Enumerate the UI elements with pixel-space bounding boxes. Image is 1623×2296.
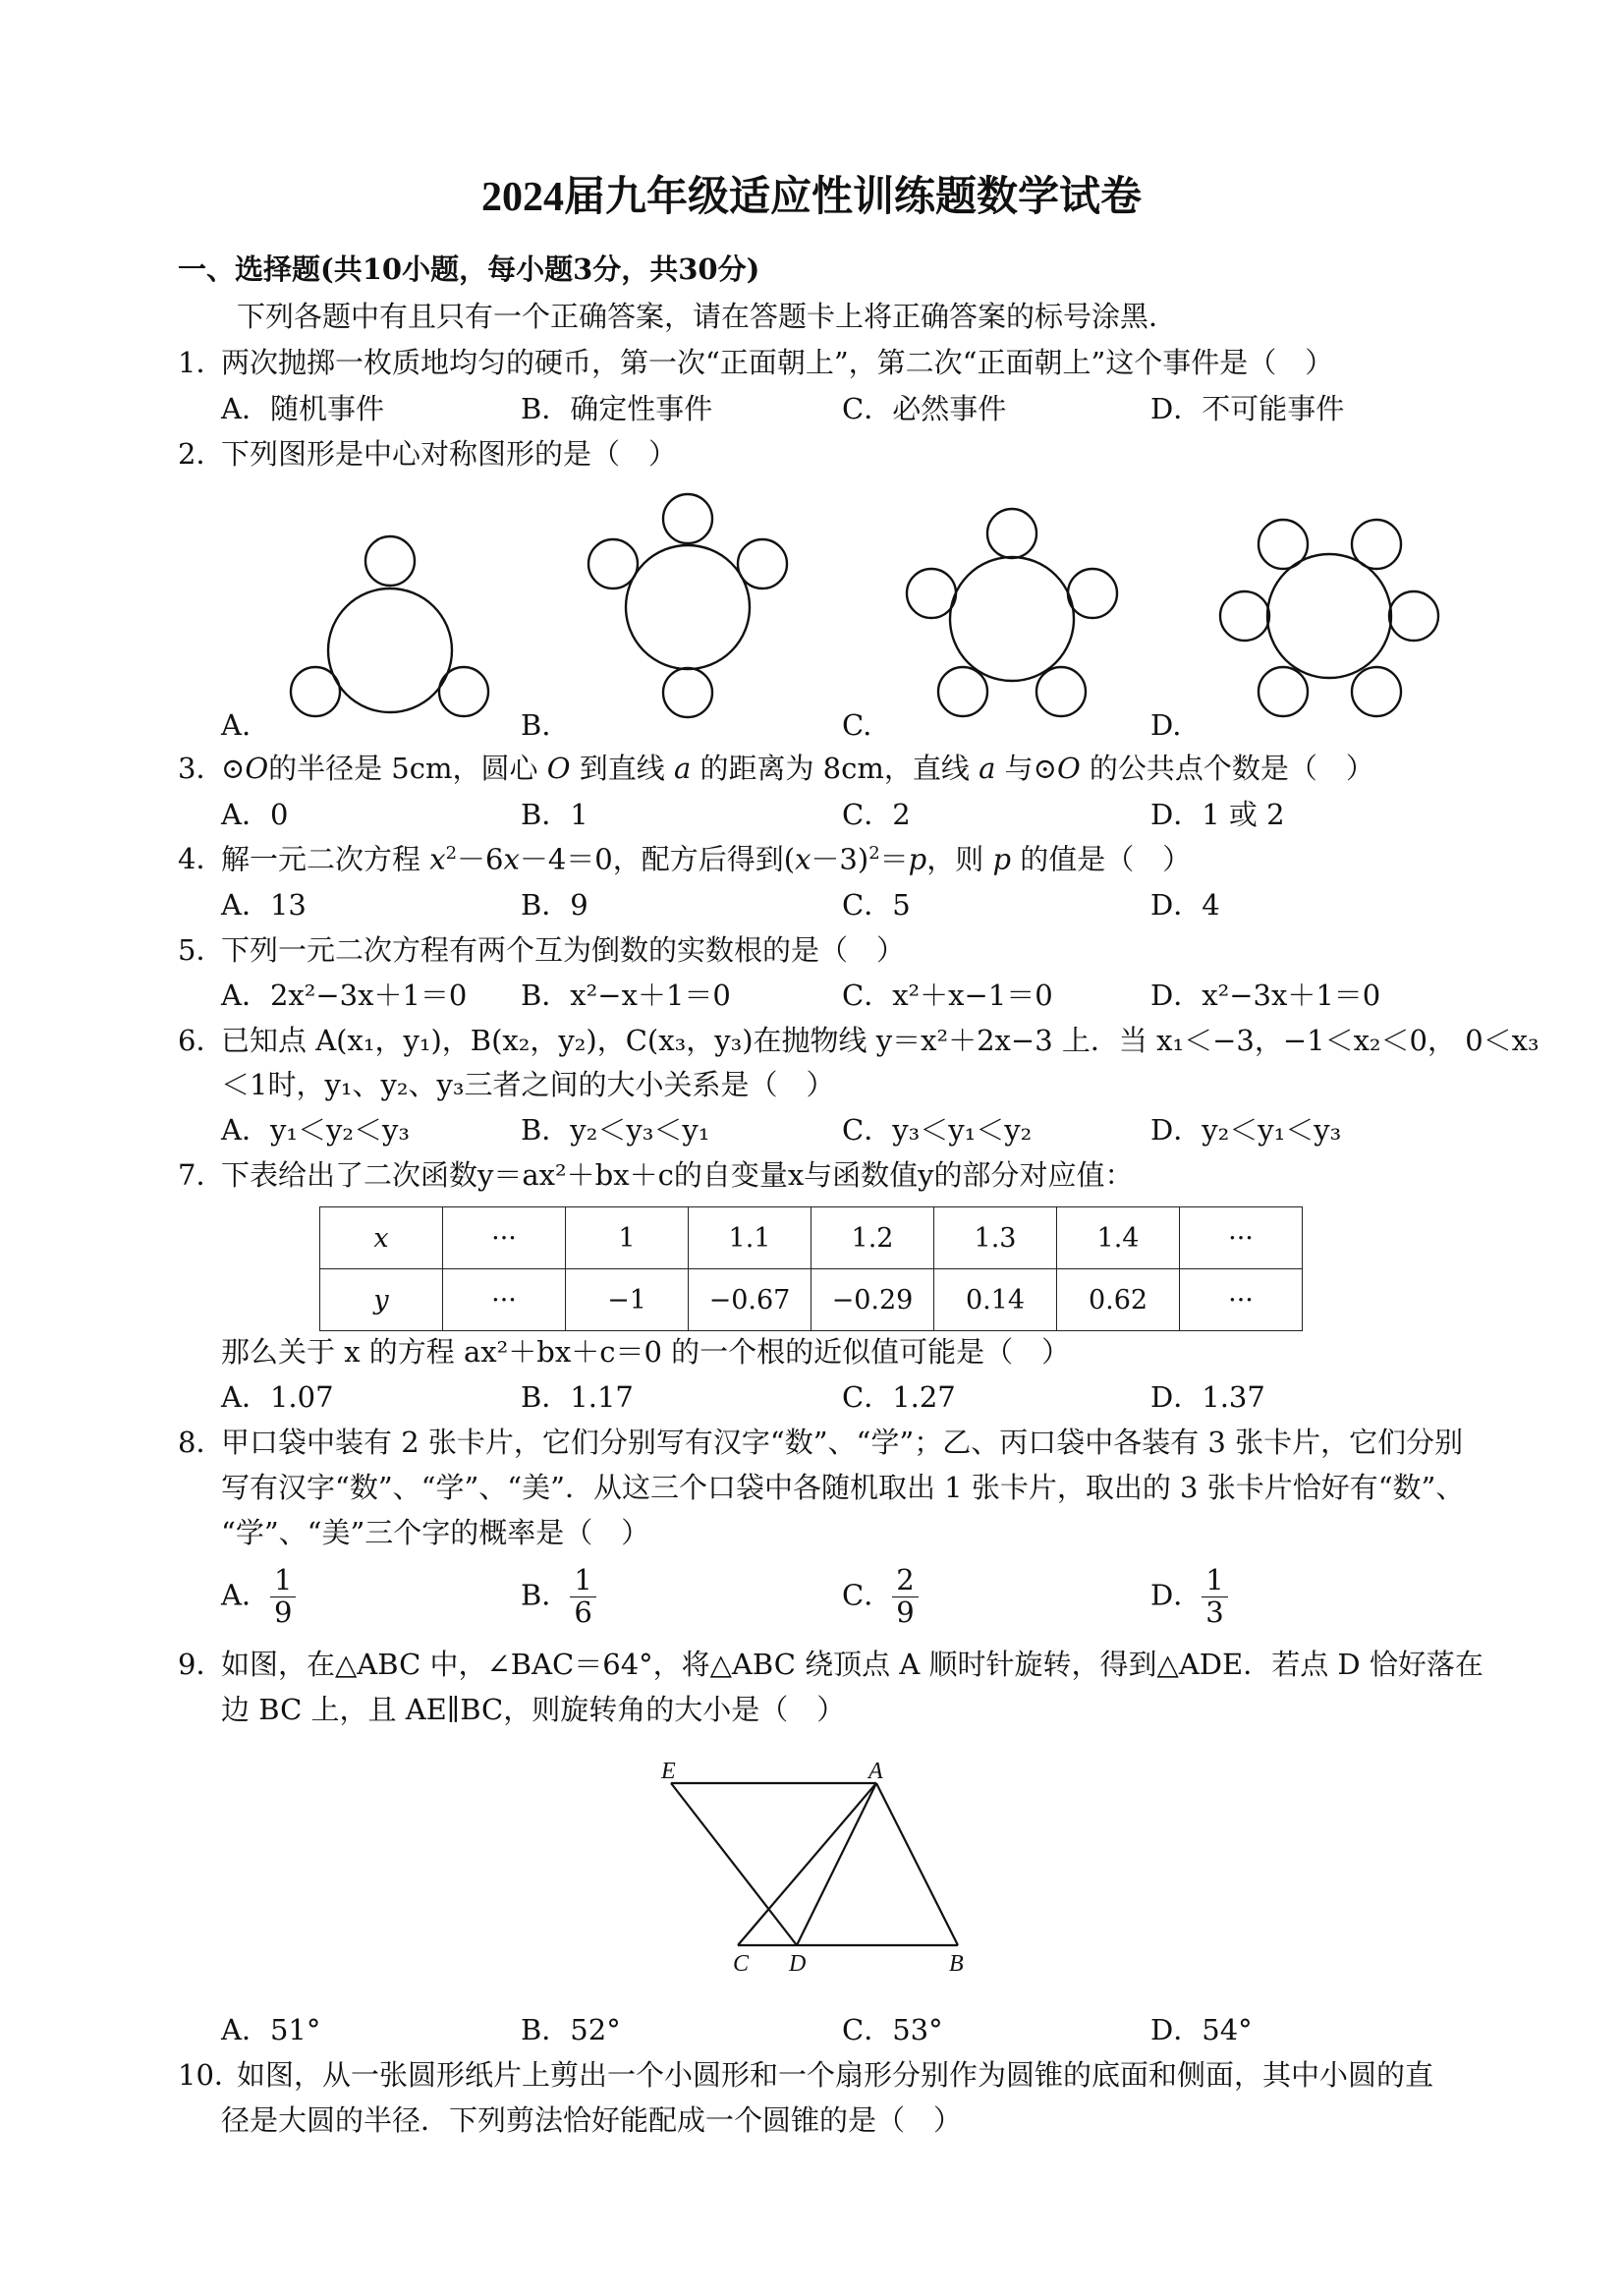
q9-stem-line2: 边 BC 上，且 AE∥BC，则旋转角的大小是（ ） <box>221 1693 846 1726</box>
q8-option-c: C． $\frac{2}{9}$ <box>842 1565 919 1629</box>
page-title: 2024届九年级适应性训练题数学试卷 <box>480 175 1142 220</box>
table-cell: −0.29 <box>812 1269 934 1331</box>
q1-number: 1． <box>178 346 225 379</box>
table-cell: y <box>320 1269 443 1331</box>
q1-option-d: D．不可能事件 <box>1150 392 1345 425</box>
q2-option-c: C. <box>842 708 872 742</box>
q1-stem: 两次抛掷一枚质地均匀的硬币，第一次“正面朝上”，第二次“正面朝上”这个事件是（ ） <box>221 346 1334 379</box>
q7-follow-up: 那么关于 x 的方程 ax²＋bx＋c＝0 的一个根的近似值可能是（ ） <box>221 1335 1071 1369</box>
q9-stem-line1: 如图，在△ABC 中，∠BAC＝64°，将△ABC 绕顶点 A 顺时针旋转，得到△ADE．若点 D 恰好落在 <box>221 1648 1483 1681</box>
q9-number: 9． <box>178 1648 225 1681</box>
table-cell: 1.4 <box>1057 1207 1180 1269</box>
q5-option-b: B．x²−x＋1＝0 <box>521 979 731 1012</box>
q7-option-d: D．1.37 <box>1150 1380 1265 1414</box>
q9-option-b: B．52° <box>521 2013 621 2046</box>
q1-option-b: B．确定性事件 <box>521 392 713 425</box>
q6-stem-line2: ＜1时，y₁、y₂、y₃三者之间的大小关系是（ ） <box>221 1068 835 1101</box>
q2-option-d: D. <box>1150 708 1182 742</box>
q8-stem-line1: 甲口袋中装有 2 张卡片，它们分别写有汉字“数”、“学”；乙、丙口袋中各装有 3 张卡片，它们分别 <box>221 1426 1464 1459</box>
q3-stem: ⊙O的半径是 5cm，圆心 O 到直线 a 的距离为 8cm，直线 a 与⊙O 的公共点个数是（ ） <box>221 752 1374 785</box>
q7-stem: 下表给出了二次函数y＝ax²＋bx＋c的自变量x与函数值y的部分对应值： <box>221 1158 1134 1192</box>
q6-option-d: D．y₂＜y₁＜y₃ <box>1150 1113 1342 1147</box>
q1-option-a: A．随机事件 <box>221 392 384 425</box>
q4-option-c: C．5 <box>842 888 911 922</box>
section-heading: 一、选择题(共10小题，每小题3分，共30分) <box>178 252 760 286</box>
q9-option-c: C．53° <box>842 2013 943 2046</box>
q5-option-c: C．x²＋x−1＝0 <box>842 979 1053 1012</box>
table-cell: ··· <box>443 1269 566 1331</box>
q4-stem: 解一元二次方程 $x^2-6x-4=0$，配方后得到$(x-3)^2=p$，则 p 的值是（ ） <box>221 842 1192 876</box>
q3-option-a: A．0 <box>221 798 289 831</box>
table-cell: −1 <box>566 1269 689 1331</box>
q2-number: 2． <box>178 437 225 471</box>
q6-number: 6． <box>178 1024 225 1057</box>
q3-option-b: B．1 <box>521 798 588 831</box>
label-c: C <box>733 1951 750 1977</box>
q5-option-a: A．2x²−3x＋1＝0 <box>221 979 468 1012</box>
table-cell: ··· <box>1180 1269 1303 1331</box>
q5-number: 5． <box>178 933 225 967</box>
q4-option-a: A．13 <box>221 888 307 922</box>
q8-stem-line3: “学”、“美”三个字的概率是（ ） <box>221 1516 650 1549</box>
q3-number: 3． <box>178 752 225 785</box>
q8-stem-line2: 写有汉字“数”、“学”、“美”．从这三个口袋中各随机取出 1 张卡片，取出的 3 张卡片恰好有“数”、 <box>221 1471 1465 1504</box>
q6-stem-line1: 已知点 A(x₁，y₁)，B(x₂，y₂)，C(x₃，y₃)在抛物线 y＝x²＋2x−3 上．当 x₁＜−3，−1＜x₂＜0， 0＜x₃ <box>221 1024 1539 1057</box>
label-e: E <box>661 1759 676 1784</box>
q8-option-b: B． $\frac{1}{6}$ <box>521 1565 596 1629</box>
table-cell: 1 <box>566 1207 689 1269</box>
table-cell: 1.1 <box>689 1207 812 1269</box>
table-cell: x <box>320 1207 443 1269</box>
label-d: D <box>789 1951 807 1977</box>
table-cell: 0.14 <box>934 1269 1057 1331</box>
q7-option-b: B．1.17 <box>521 1380 634 1414</box>
label-b: B <box>949 1951 964 1977</box>
q8-option-a: A． $\frac{1}{9}$ <box>221 1565 296 1629</box>
table-cell: −0.67 <box>689 1269 812 1331</box>
q2-option-a: A. <box>221 708 252 742</box>
q7-number: 7． <box>178 1158 225 1192</box>
q5-stem: 下列一元二次方程有两个互为倒数的实数根的是（ ） <box>221 933 906 967</box>
q10-stem-line1: 如图，从一张圆形纸片上剪出一个小圆形和一个扇形分别作为圆锥的底面和侧面，其中小圆的直 <box>237 2058 1434 2092</box>
q6-option-b: B．y₂＜y₃＜y₁ <box>521 1113 710 1147</box>
section-instruction: 下列各题中有且只有一个正确答案，请在答题卡上将正确答案的标号涂黑． <box>237 300 1178 333</box>
q5-option-d: D．x²−3x＋1＝0 <box>1150 979 1381 1012</box>
q4-option-d: D．4 <box>1150 888 1220 922</box>
q8-option-d: D． $\frac{1}{3}$ <box>1150 1565 1228 1629</box>
q7-option-a: A．1.07 <box>221 1380 334 1414</box>
q2-stem: 下列图形是中心对称图形的是（ ） <box>221 437 678 471</box>
table-cell: 1.2 <box>812 1207 934 1269</box>
q2-option-b: B. <box>521 708 551 742</box>
table-cell: 0.62 <box>1057 1269 1180 1331</box>
table-cell: 1.3 <box>934 1207 1057 1269</box>
q10-number: 10． <box>178 2058 243 2092</box>
table-cell: ··· <box>443 1207 566 1269</box>
label-a: A <box>868 1759 883 1784</box>
q6-option-c: C．y₃＜y₁＜y₂ <box>842 1113 1033 1147</box>
q10-stem-line2: 径是大圆的半径．下列剪法恰好能配成一个圆锥的是（ ） <box>221 2103 963 2137</box>
q9-option-a: A．51° <box>221 2013 321 2046</box>
q6-option-a: A．y₁＜y₂＜y₃ <box>221 1113 410 1147</box>
q9-option-d: D．54° <box>1150 2013 1253 2046</box>
q8-number: 8． <box>178 1426 225 1459</box>
q4-option-b: B．9 <box>521 888 588 922</box>
table-cell: ··· <box>1180 1207 1303 1269</box>
q7-option-c: C．1.27 <box>842 1380 956 1414</box>
q3-option-c: C．2 <box>842 798 911 831</box>
q1-option-c: C．必然事件 <box>842 392 1007 425</box>
q3-option-d: D．1 或 2 <box>1150 798 1285 831</box>
q4-number: 4． <box>178 842 225 875</box>
